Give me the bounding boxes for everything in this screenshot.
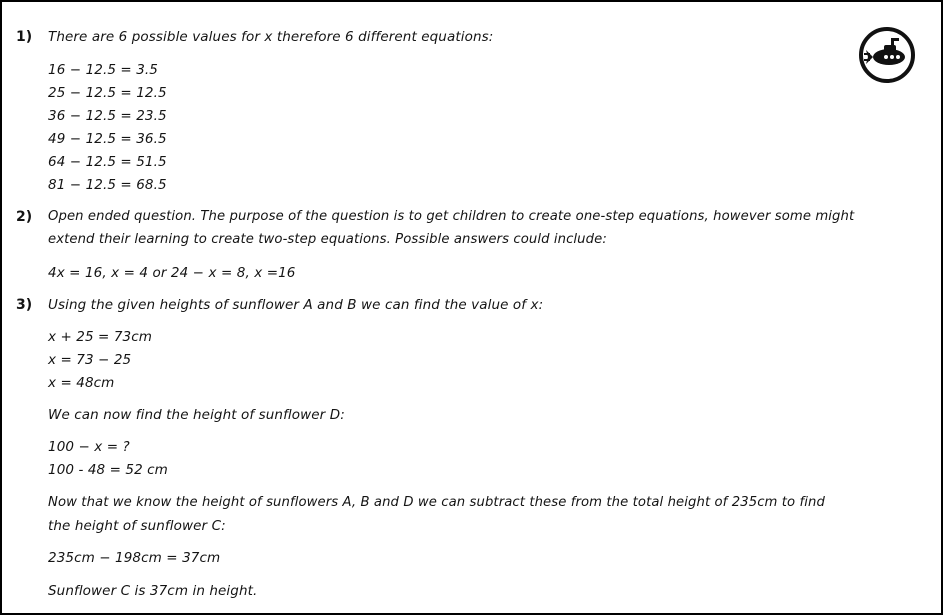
question-2-number: 2) (16, 209, 33, 225)
q3-equation-6: 235cm − 198cm = 37cm (48, 550, 221, 566)
q3-conclusion: Sunflower C is 37cm in height. (48, 583, 258, 599)
q1-equation-4: 49 − 12.5 = 36.5 (48, 131, 167, 147)
q2-answer: 4x = 16, x = 4 or 24 − x = 8, x =16 (48, 265, 296, 281)
question-1-intro: There are 6 possible values for x therefore 6 different equations: (48, 29, 494, 45)
q3-step-2-text: We can now find the height of sunflower D: (48, 407, 345, 423)
q1-equation-1: 16 − 12.5 = 3.5 (48, 62, 158, 78)
q3-step-3-line-2: the height of sunflower C: (48, 518, 226, 534)
submarine-icon (858, 26, 916, 84)
q3-equation-1: x + 25 = 73cm (48, 329, 153, 345)
q1-equation-6: 81 − 12.5 = 68.5 (48, 177, 167, 193)
q1-equation-3: 36 − 12.5 = 23.5 (48, 108, 167, 124)
question-3-number: 3) (16, 297, 33, 313)
q3-equation-5: 100 - 48 = 52 cm (48, 462, 168, 478)
question-3-intro: Using the given heights of sunflower A and B we can find the value of x: (48, 297, 544, 313)
q3-step-3-line-1: Now that we know the height of sunflowers A, B and D we can subtract these from the total height of 235cm to find (48, 495, 825, 510)
q3-equation-3: x = 48cm (48, 375, 115, 391)
question-2-intro-line-1: Open ended question. The purpose of the question is to get children to create one-step equations, however some might (48, 209, 855, 224)
question-1-number: 1) (16, 29, 33, 45)
q3-equation-4: 100 − x = ? (48, 439, 130, 455)
q3-equation-2: x = 73 − 25 (48, 352, 132, 368)
q1-equation-5: 64 − 12.5 = 51.5 (48, 154, 167, 170)
q1-equation-2: 25 − 12.5 = 12.5 (48, 85, 167, 101)
question-2-intro-line-2: extend their learning to create two-step equations. Possible answers could include: (48, 232, 607, 247)
